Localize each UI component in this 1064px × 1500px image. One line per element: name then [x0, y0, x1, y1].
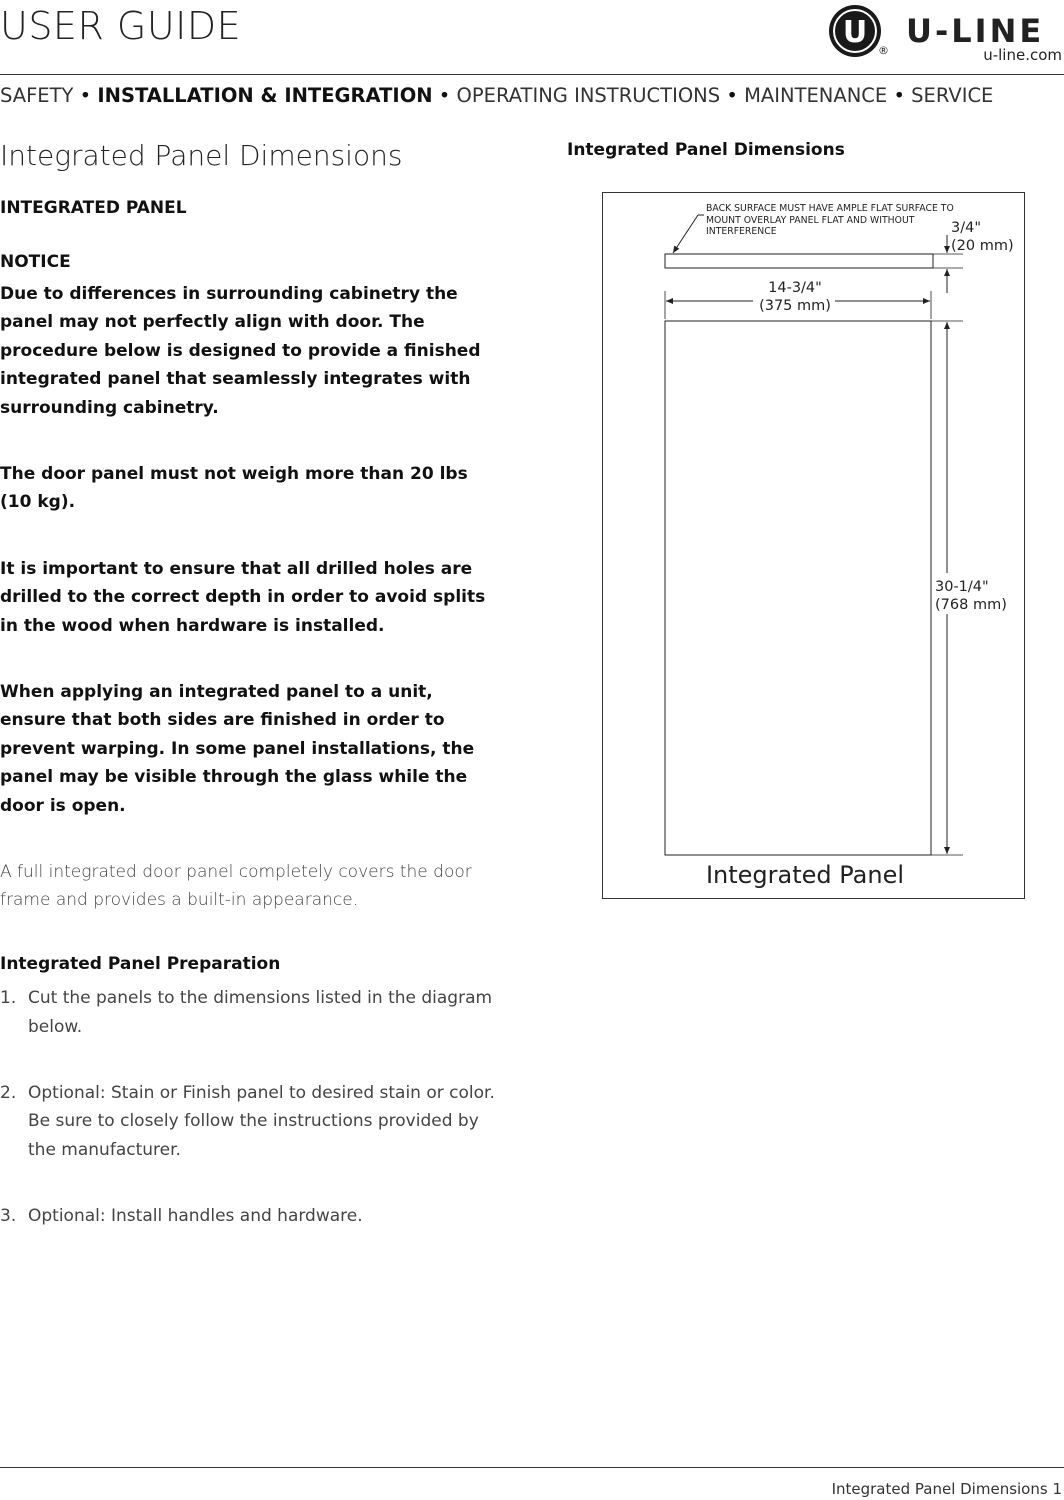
- header-divider: [0, 74, 1064, 75]
- preparation-steps: [0, 984, 496, 1230]
- panel-front-face: [665, 321, 931, 855]
- preparation-heading: Integrated Panel Preparation: [0, 954, 281, 975]
- body-paragraph: A full integrated door panel completely covers the door frame and provides a built-in appearance.: [0, 862, 472, 911]
- nav-separator: •: [726, 84, 738, 107]
- list-item: [0, 1079, 496, 1164]
- step-text: Optional: Install handles and hardware.: [28, 1206, 363, 1227]
- u-line-logo: [828, 2, 1064, 66]
- footer-divider: [0, 1467, 1064, 1468]
- step-number: 2.: [0, 1082, 17, 1103]
- notice-paragraph: Due to differences in surrounding cabinetry the panel may not perfectly align with door. The procedure below is designed to provide a finished integrated panel that seamlessly integrates with surrounding cabinetry.: [0, 284, 481, 418]
- document-title: USER GUIDE: [0, 4, 242, 48]
- width-label: [759, 279, 831, 315]
- height-inches: 30-1/4": [935, 579, 989, 595]
- thickness-mm: (20 mm): [951, 238, 1014, 254]
- width-mm: (375 mm): [759, 298, 831, 314]
- section-title: Integrated Panel Dimensions: [0, 139, 403, 172]
- step-number: 1.: [0, 988, 17, 1009]
- panel-diagram: [602, 192, 1025, 899]
- step-text: Cut the panels to the dimensions listed in the diagram below.: [28, 988, 493, 1037]
- diagram-title: Integrated Panel Dimensions: [567, 140, 845, 160]
- logo-letter: U: [842, 15, 868, 50]
- registered-mark: ®: [878, 44, 889, 57]
- notice-paragraph: When applying an integrated panel to a unit, ensure that both sides are finished in order to prevent warping. In some panel installations, the panel may be visible through the glass while the door is open.: [0, 682, 475, 816]
- panel-caption: Integrated Panel: [705, 861, 905, 889]
- nav-separator: •: [438, 84, 451, 107]
- nav-item-maintenance: MAINTENANCE: [744, 84, 888, 107]
- mounting-note: BACK SURFACE MUST HAVE AMPLE FLAT SURFACE TO MOUNT OVERLAY PANEL FLAT AND WITHOUT INTERFERENCE: [706, 203, 954, 237]
- sub-heading: INTEGRATED PANEL: [0, 198, 187, 218]
- notice-paragraph: It is important to ensure that all drilled holes are drilled to the correct depth in order to avoid splits in the wood when hardware is installed.: [0, 558, 486, 636]
- list-item: [0, 1202, 496, 1230]
- list-item: [0, 984, 496, 1041]
- page-footer: Integrated Panel Dimensions 1: [831, 1480, 1062, 1498]
- height-label: [935, 578, 1007, 614]
- notice-label: NOTICE: [0, 252, 71, 272]
- nav-item-service: SERVICE: [911, 84, 994, 107]
- note-leader-arrow: [673, 215, 698, 253]
- main-content: [0, 136, 496, 1231]
- nav-item-safety: SAFETY: [0, 84, 74, 107]
- nav-item-operating-instructions: OPERATING INSTRUCTIONS: [456, 84, 721, 107]
- thickness-inches: 3/4": [951, 220, 982, 236]
- notice-paragraph: The door panel must not weigh more than 20 lbs (10 kg).: [0, 464, 468, 513]
- thickness-label: [951, 219, 1014, 255]
- step-number: 3.: [0, 1206, 17, 1227]
- nav-separator: •: [893, 84, 905, 107]
- width-inches: 14-3/4": [768, 280, 822, 296]
- panel-edge-view: [665, 254, 933, 268]
- height-mm: (768 mm): [935, 597, 1007, 613]
- brand-url: u-line.com: [983, 46, 1062, 64]
- step-text: Optional: Stain or Finish panel to desired stain or color. Be sure to closely follow the instructions provided by the manufacturer.: [28, 1082, 495, 1160]
- section-nav: [0, 84, 1064, 107]
- brand-wordmark: U-LINE: [906, 12, 1045, 50]
- nav-separator: •: [79, 84, 92, 107]
- nav-item-installation-integration: INSTALLATION & INTEGRATION: [97, 84, 433, 107]
